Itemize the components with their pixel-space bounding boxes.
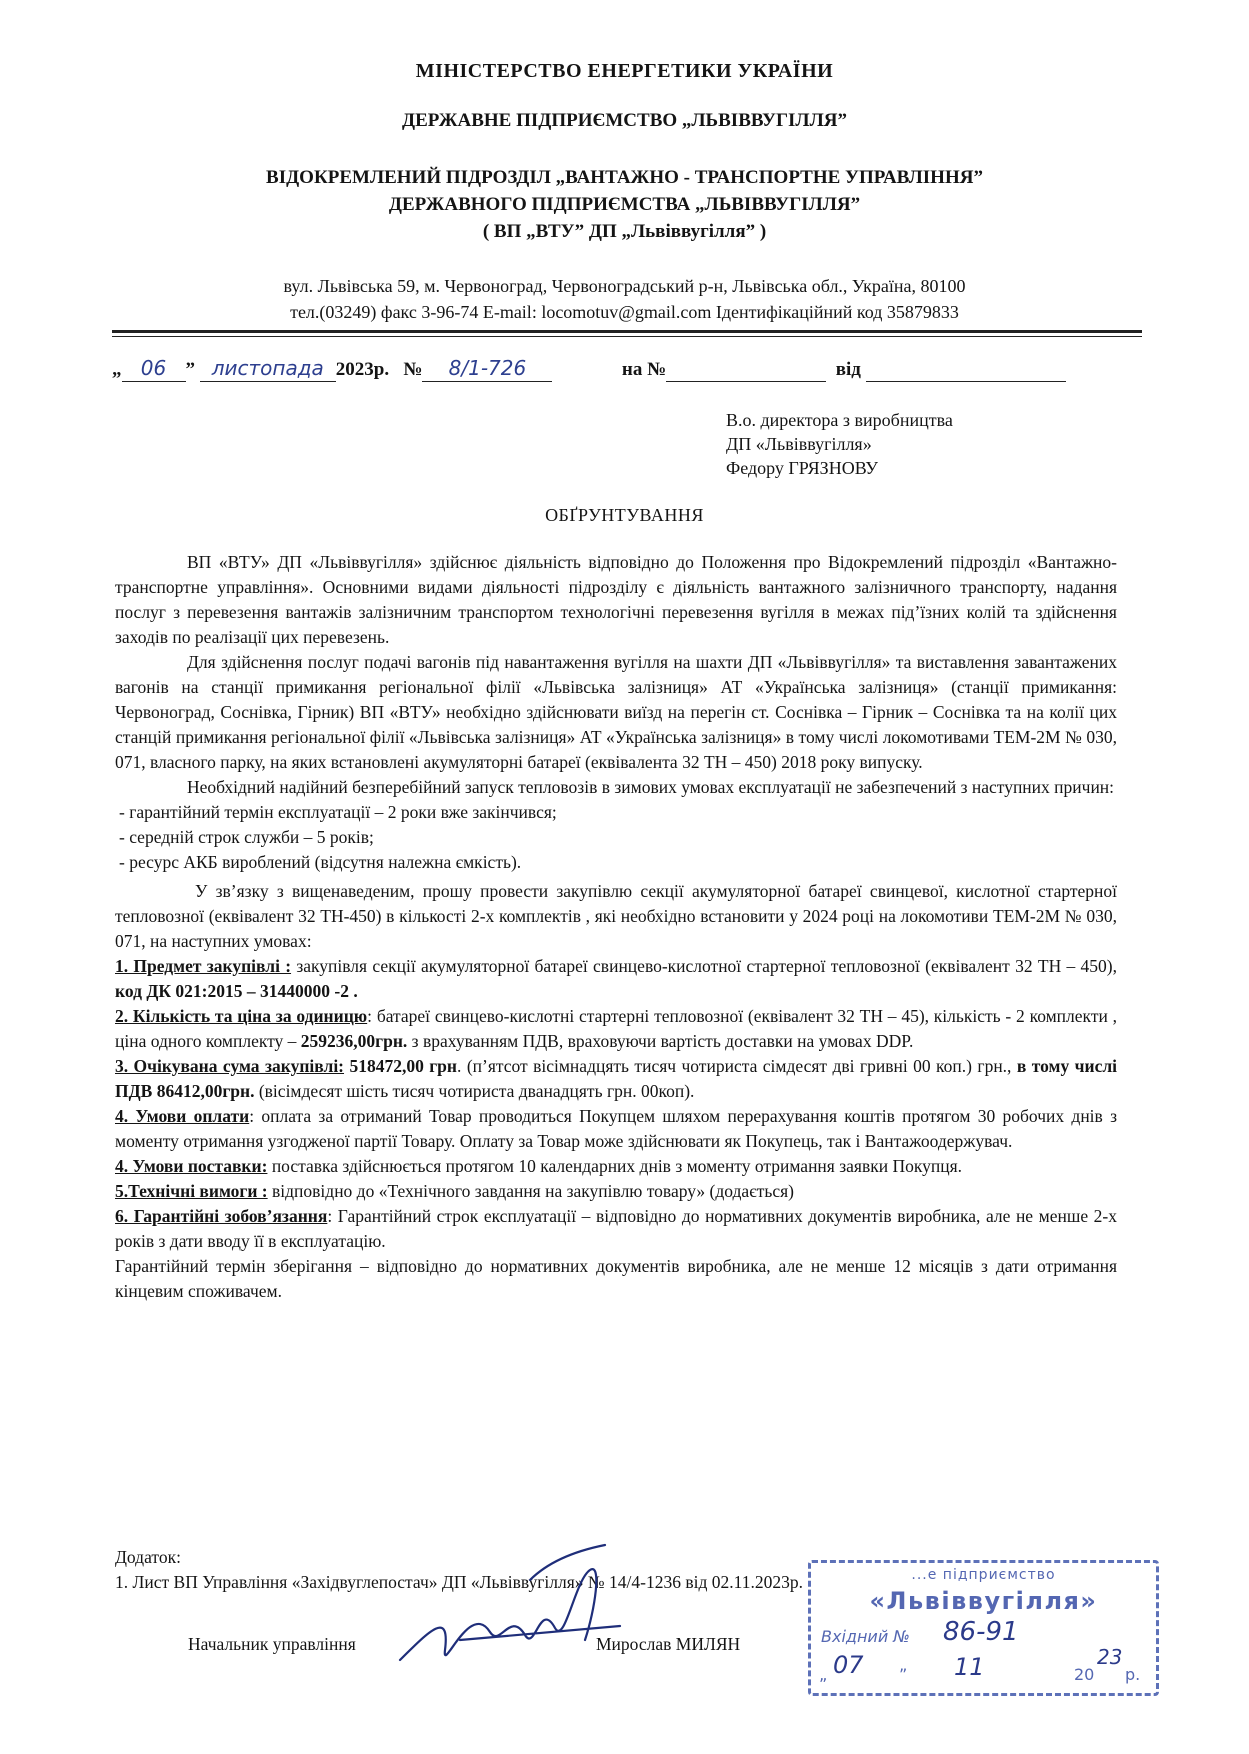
unit-heading: [0, 164, 1249, 245]
addressee-line3: Федору ГРЯЗНОВУ: [726, 458, 878, 478]
header-rule-thick: [112, 330, 1142, 333]
reg-quote-close: ”: [185, 359, 195, 380]
paragraph-2: Для здійснення послуг подачі вагонів під навантаження вугілля на шахти ДП «Львіввугілля» та виставлення завантажених вагонів на станції примикання регіональної філії «Львівська залізниця» АТ «Українська залізниця» (станції примикання: Червоноград, Соснівка, Гірник) ВП «ВТУ» необхідно здійснювати виїзд на перегін ст. Соснівка – Гірник – Соснівка та на колії цих станцій примикання регіональної філії «Львівська залізниця» АТ «Українська залізниця» в тому числі локомотивами ТЕМ-2М № 030, 071, власного парку, на яких встановлені акумуляторні батареї (еквівалента 32 ТН – 450) 2018 року випуску.: [115, 652, 1117, 772]
ministry-heading: МІНІСТЕРСТВО ЕНЕРГЕТИКИ УКРАЇНИ: [415, 60, 834, 82]
paragraph-1: ВП «ВТУ» ДП «Львіввугілля» здійснює діяльність відповідно до Положення про Відокремлений підрозділ «Вантажно-транспортне управління». Основними видами діяльності підрозділу є діяльність вантажного залізничного транспорту, надання послуг з перевезення вантажів залізничним транспортом технологічні перевезення вугілля в межах під’їзних колій та здійснення заходів по реалізації цих перевезень.: [115, 552, 1117, 647]
reg-month: листопада: [211, 356, 324, 380]
stamp-month: 11: [954, 1653, 985, 1681]
handwritten-signature: [390, 1540, 650, 1690]
stamp-in-label: Вхідний №: [821, 1627, 910, 1646]
addressee-block: [726, 408, 953, 480]
reg-quote-open: „: [112, 359, 122, 380]
stamp-year-suffix: 23: [1097, 1645, 1123, 1669]
reg-number-prefix: №: [403, 359, 423, 380]
attachment-label: Додаток:: [115, 1547, 181, 1567]
list-item: - ресурс АКБ вироблений (відсутня належна ємкість).: [119, 852, 522, 872]
section-technical-requirements: 5.Технічні вимоги : відповідно до «Технічного завдання на закупівлю товару» (додається): [115, 1181, 794, 1201]
section-storage-warranty: Гарантійний термін зберігання – відповідно до нормативних документів виробника, але не менше 12 місяців з дати отримання кінцевим споживачем.: [115, 1256, 1117, 1301]
reg-day: 06: [140, 356, 167, 380]
attachment-item: 1. Лист ВП Управління «Західвуглепостач» ДП «Львіввугілля» № 14/4-1236 від 02.11.2023р.: [115, 1572, 803, 1592]
stamp-in-number: 86-91: [943, 1617, 1019, 1647]
unit-heading-line2: ДЕРЖАВНОГО ПІДПРИЄМСТВА „ЛЬВІВВУГІЛЛЯ”: [388, 194, 861, 215]
stamp-year-prefix: 20: [1074, 1665, 1095, 1684]
address-line: вул. Львівська 59, м. Червоноград, Червоноградський р-н, Львівська обл., Україна, 80100: [283, 276, 966, 296]
stamp-top-text: ...е підприємство: [911, 1567, 1056, 1583]
unit-heading-line1: ВІДОКРЕМЛЕНИЙ ПІДРОЗДІЛ „ВАНТАЖНО - ТРАНСПОРТНЕ УПРАВЛІННЯ”: [266, 167, 983, 188]
contacts-line: тел.(03249) факс 3-96-74 E-mail: locomotuv@gmail.com Ідентифікаційний код 35879833: [290, 302, 959, 322]
list-item: - середній строк служби – 5 років;: [119, 827, 374, 847]
registration-line: [112, 356, 1066, 382]
reg-from-label: від: [835, 359, 861, 380]
reg-ref-label: на №: [621, 359, 667, 380]
stamp-year-unit: р.: [1125, 1665, 1141, 1684]
addressee-line2: ДП «Львіввугілля»: [726, 434, 872, 454]
signature-name: Мирослав МИЛЯН: [596, 1634, 741, 1654]
paragraph-3: Необхідний надійний безперебійний запуск тепловозів в зимових умовах експлуатації не забезпечений з наступних причин:: [187, 777, 1115, 797]
stamp-date-row: „ 07 ” 11 20 23 р.: [819, 1645, 1141, 1684]
section-payment-terms: 4. Умови оплати: оплата за отриманий Товар проводиться Покупцем шляхом перерахування коштів протягом 30 робочих днів з моменту отримання узгодженої партії Товару. Оплату за Товар може здійснювати як Покупець, так і Вантажоодержувач.: [115, 1106, 1117, 1151]
stamp-day: 07: [833, 1651, 864, 1679]
document-body: [115, 550, 1117, 1304]
header-rule-thin: [112, 336, 1142, 337]
addressee-line1: В.о. директора з виробництва: [726, 410, 953, 430]
document-title: ОБҐРУНТУВАННЯ: [545, 505, 704, 525]
signature-position: Начальник управління: [188, 1634, 356, 1654]
enterprise-heading: ДЕРЖАВНЕ ПІДПРИЄМСТВО „ЛЬВІВВУГІЛЛЯ”: [402, 110, 847, 131]
section-warranty: 6. Гарантійні зобов’язання: Гарантійний строк експлуатації – відповідно до нормативних документів виробника, але не менше 2-х років з дати вводу її в експлуатацію.: [115, 1206, 1117, 1251]
reg-year: 2023р.: [335, 359, 390, 380]
section-quantity-price: 2. Кількість та ціна за одиницю: батареї свинцево-кислотні стартерні тепловозної (еквівалент 32 ТН – 45), кількість - 2 комплекти , ціна одного комплекту – 259236,00грн. з врахуванням ПДВ, враховуючи вартість доставки на умовах DDP.: [115, 1006, 1117, 1051]
section-delivery-terms: 4. Умови поставки: поставка здійснюється протягом 10 календарних днів з моменту отримання заявки Покупця.: [115, 1156, 963, 1176]
list-item: - гарантійний термін експлуатації – 2 роки вже закінчився;: [119, 802, 557, 822]
section-expected-sum: 3. Очікувана сума закупівлі: 518472,00 грн. (п’ятсот вісімнадцять тисяч чотириста сімдесят дві гривні 00 коп.) грн., в тому числі ПДВ 86412,00грн. (вісімдесят шість тисяч чотириста дванадцять грн. 00коп).: [115, 1056, 1118, 1101]
paragraph-4: У зв’язку з вищенаведеним, прошу провести закупівлю секції акумуляторної батареї свинцевої, кислотної стартерної тепловозної (еквівалент 32 ТН-450) в кількості 2-х комплектів , які необхідно встановити у 2024 році на локомотиви ТЕМ-2М № 030, 071, на наступних умовах:: [115, 881, 1117, 951]
section-subject: 1. Предмет закупівлі : закупівля секції акумуляторної батареї свинцево-кислотної стартерної тепловозної (еквівалент 32 ТН – 450), код ДК 021:2015 – 31440000 -2 .: [115, 956, 1117, 1001]
unit-heading-line3: ( ВП „ВТУ” ДП „Львіввугілля” ): [482, 221, 767, 242]
incoming-stamp: [808, 1560, 1159, 1696]
stamp-org-name: «Львіввугілля»: [869, 1587, 1098, 1615]
reg-number: 8/1-726: [448, 356, 527, 380]
